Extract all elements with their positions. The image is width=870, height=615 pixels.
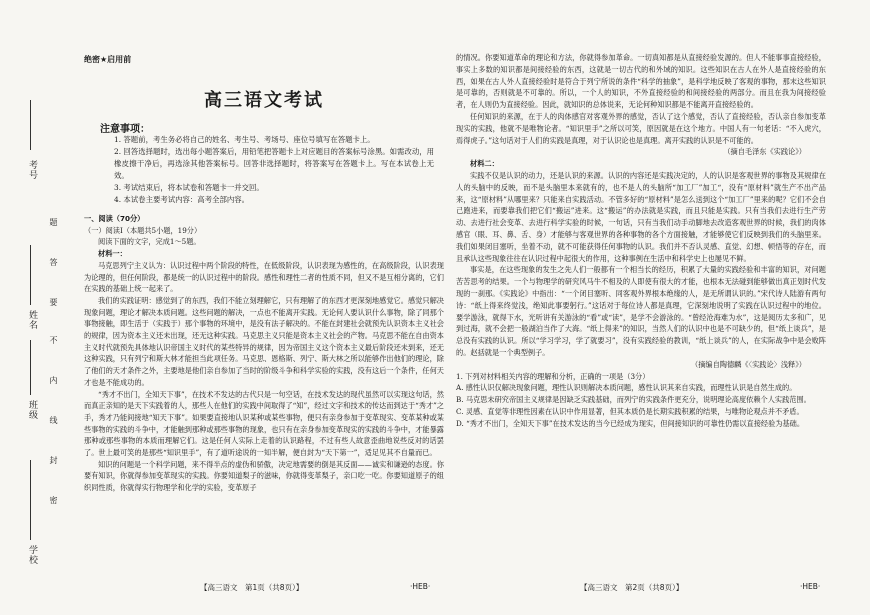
paragraph: 的情况。你要知道革命的理论和方法，你就得参加革命。一切真知都是从直接经验发源的。但人不能事事直接经验，事实上多数的知识都是间接经验的东西，这就是一切古代的和外域的知识。这些知识在古人在外人是直接经验的东西，如果在古人外人直接经验时是符合于列宁所说的条件“科学的抽象”，是科学地反映了客观的事物，那末这些知识是可靠的，否则就是不可靠的。所以，一个人的知识，不外直接经验的和间接经验的两部分。而且在我为间接经验者，在人则仍为直接经验。因此，就知识的总体说来，无论何种知识都是不能离开直接经验的。 — [456, 53, 826, 110]
notice-list — [114, 134, 434, 206]
school-label: 学校 — [27, 545, 37, 565]
notice-item: 1. 答题前，考生务必将自己的姓名、考生号、考场号、座位号填写在答题卡上。 — [114, 135, 375, 144]
seal-word: 封 — [49, 456, 58, 466]
left-column — [84, 213, 444, 494]
class-line — [30, 340, 31, 395]
paragraph: 实践不仅是认识的动力，还是认识的来源。认识的内容还是实践决定的，人的认识是客观世界的事物及其规律在人的头脑中的反映，而不是头脑里本来就有的，也不是人的头脑所“加工厂”加工“，没有“原材料”就生产不出产品来，这“原材料”从哪里来？只能来自实践活动。不管多好的“原材料”是怎么送到这个“加工厂”里来的呢？它们不会自己跑进来，而要靠我们把它们“搬运”进来。这“搬运”的办法就是实践，而且只能是实践。只有当我们去进行生产劳动、去进行社会变革、去进行科学实验的时候，一句话，只有当我们动手动脚地去改造客观世界的时候，我们的肉体感官（眼、耳、鼻、舌、身）才能够与客观世界的各种事物的各个方面接触，才能够使它们反映到我们的头脑里来。我们如果闭目塞听，坐着不动，就不可能获得任何事物的认识。我们并不否认灵感、直觉、幻想、顿悟等的存在，而且承认这些现象往往在认识过程中起很大的作用，这种事例在生活中和科学史上也屡见不鲜。 — [456, 170, 826, 263]
seal-word: 题 — [49, 218, 58, 228]
school-line — [30, 460, 31, 540]
footer-tag-right: ·HEB· — [800, 582, 821, 591]
seal-word: 密 — [49, 496, 58, 506]
material-heading: 材料二： — [470, 159, 499, 169]
question-stem: 1. 下列对材料相关内容的理解和分析，正确的一项是（3分） — [456, 371, 650, 381]
class-label: 班级 — [27, 400, 37, 420]
subsection-heading: （一）阅读Ⅰ（本题共5小题，19分） — [84, 225, 202, 235]
paragraph: 我们的实践证明：感觉到了的东西，我们不能立刻理解它，只有理解了的东西才更深刻地感觉它。感觉只解决现象问题，理论才解决本质问题。这些问题的解决，一点也不能离开实践。无论何人要认识什么事物，除了同那个事物接触，即生活于（实践于）那个事物的环境中，是没有法子解决的。不能在封建社会就预先认识资本主义社会的规律，因为资本主义还未出现，还无这种实践。马克思主义只能是资本主义社会的产物。马克思不能在自由资本主义时代就预先具体地认识帝国主义时代的某些特异的规律，因为帝国主义这个资本主义最后阶段还未到来，还无这种实践，只有列宁和斯大林才能担当此项任务。马克思、恩格斯、列宁、斯大林之所以能够作出他们的理论，除了他们的天才条件之外，主要地是他们亲自参加了当时的阶级斗争和科学实验的实践，没有这后一个条件，任何天才也是不能成功的。 — [84, 295, 444, 387]
notice-item: 2. 回答选择题时，选出每小题答案后，用铅笔把答题卡上对应题目的答案标号涂黑。如需改动，用橡皮擦干净后，再选涂其他答案标号。回答非选择题时，将答案写在答题卡上。写在本试卷上无效。 — [114, 147, 434, 180]
page-footer-right: 【高三语文 第2页（共8页）】 — [580, 583, 684, 592]
right-column — [456, 52, 826, 430]
source-citation: （摘编自陶德麟《〈实践论〉浅释》） — [691, 359, 806, 369]
question-option: A. 感性认识仅解决现象问题，理性认识则解决本质问题，感性认识其来自实践，而理性认识是自然生成的。 — [456, 383, 797, 393]
paragraph: 马克思列宁主义认为：认识过程中两个阶段的特性，在低级阶段，认识表现为感性的，在高级阶段，认识表现为论理的，但任何阶段，都是统一的认识过程中的阶段。感性和理性二者的性质不同，但又不是互相分离的，它们在实践的基础上统一起来了。 — [84, 260, 444, 294]
paragraph: “秀才不出门，全知天下事”，在技术不发达的古代只是一句空话，在技术发达的现代虽然可以实现这句话，然而真正亲知的是天下实践着的人，那些人在他们的实践中间取得了“知”，经过文字和技术的传达而到达于“秀才”之手，秀才乃能间接地“知天下事”。如果要直接地认识某种或某些事物，便只有亲身参加于变革现实、变革某种或某些事物的实践的斗争中，才能触到那种或那些事物的现象，也只有在亲身参加变革现实的实践的斗争中，才能暴露那种或那些事物的本质而理解它们。这是任何人实际上走着的认识路程，不过有些人故意歪曲地说些反对的话罢了。世上最可笑的是那些“知识里手”，有了道听途说的一知半解，便自封为“天下第一”，适足见其不自量而已。 — [84, 389, 444, 458]
name-label: 姓名 — [27, 310, 37, 330]
seal-word: 答 — [49, 258, 58, 268]
material-heading: 材料一： — [98, 249, 127, 259]
source-citation: （摘自毛泽东《实践论》） — [723, 147, 806, 157]
notice-item: 3. 考试结束后，将本试卷和答题卡一并交回。 — [114, 183, 264, 192]
page-title: 高三语文考试 — [204, 90, 324, 111]
paragraph: 知识的问题是一个科学问题，来不得半点的虚伪和骄傲，决定地需要的倒是其反面——诚实和谦逊的态度。你要有知识，你就得参加变革现实的实践。你要知道梨子的滋味，你就得变革梨子，亲口吃一吃。你要知道原子的组织同性质，你就得实行物理学和化学的实验，变革原子 — [84, 459, 444, 493]
paragraph: 事实是，在这些现象的发生之先人们一般都有一个相当长的经历，积累了大量的实践经验和丰富的知识，对问题苦苦思考的结果。一个与物理学的研究风马牛不相及的人即使有很大的才能，也根本无法碰到能够做出真正划时代发现的一刹那。《实践论》中指出：“一个闭目塞听、同客观外界根本绝缘的人，是无所谓认识的。”宋代诗人陆游有两句诗：“纸上得来终觉浅，绝知此事要躬行。”这话对于每位诗人都是真理，它深刻地说明了实践在认识过程中的地位。要学游泳，就得下水，光听讲有关游泳的“看”或“读”，是学不会游泳的。“曾经沧海难为水”，这是阅历太多和广，见到过海，就不会把一般湖泊当作了大海。“纸上得来”的知识，当然人们的认识中也是不可缺少的，但“纸上谈兵”，是总没有实践的认识。所以“学习学习，学了就要习”，没有实践经验的教训，“纸上谈兵”的人，在实际战争中是会败阵的。赵括就是一个典型例子。 — [456, 265, 826, 357]
exam-no-label: 考号 — [27, 160, 37, 180]
paragraph: 任何知识的来源，在于人的肉体感官对客观外界的感觉，否认了这个感觉，否认了直接经验，否认亲自参加变革现实的实践，他就不是唯物论者。“知识里手”之所以可笑，原因就是在这个地方。中国人有一句老话：“不入虎穴，焉得虎子。”这句话对于人们的实践是真理，对于认识论也是真理。离开实践的认识是不可能的。 — [456, 111, 826, 145]
binding-strip — [8, 40, 68, 600]
name-line — [30, 245, 31, 305]
notice-title: 注意事项： — [100, 124, 150, 135]
exam-no-line — [30, 100, 31, 150]
question-option: B. 马克思未研究帝国主义规律是因缺乏实践基础，而列宁的实践条件更充分，说明理论高度依赖个人实践范围。 — [456, 395, 811, 405]
secret-mark: 绝密★启用前 — [84, 55, 132, 64]
instruction: 阅读下面的文字，完成1～5题。 — [98, 237, 201, 247]
section-heading: 一、阅读（70分） — [84, 214, 145, 223]
notice-item: 4. 本试卷主要考试内容：高考全部内容。 — [114, 195, 250, 204]
seal-word: 要 — [49, 298, 58, 308]
question-option: C. 灵感、直觉等非理性因素在认识中作用显著，但其本质仍是长期实践积累的结果，与唯物论观点并不矛盾。 — [456, 406, 804, 416]
question-option: D. “秀才不出门，全知天下事”在技术发达的当今已经成为现实，但间接知识的可靠性仍需以直接经验为基础。 — [456, 418, 805, 428]
seal-word: 内 — [49, 376, 58, 386]
seal-word: 线 — [49, 416, 58, 426]
footer-tag-left: ·HEB· — [410, 582, 431, 591]
page-footer-left: 【高三语文 第1页（共8页）】 — [200, 583, 304, 592]
seal-word: 不 — [49, 336, 58, 346]
